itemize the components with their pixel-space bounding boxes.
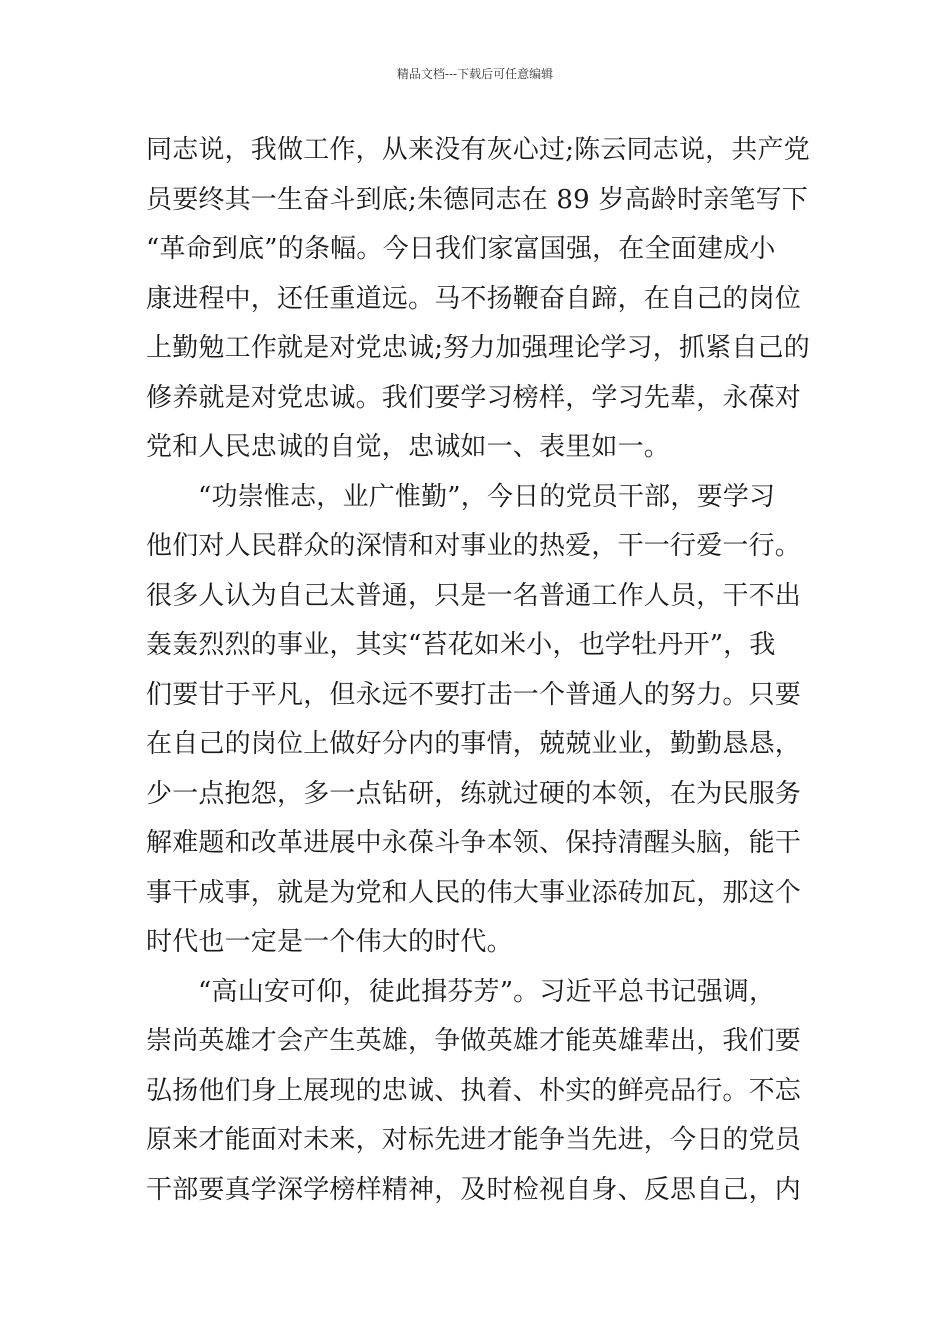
text-line: 们要甘于平凡，但永远不要打击一个普通人的努力。只要 (146, 679, 802, 710)
text-line: 时代也一定是一个伟大的时代。 (146, 927, 513, 957)
page-header: 精品文档---下载后可任意编辑 (396, 67, 554, 81)
text-line: “革命到底”的条幅。今日我们家富国强，在全面建成小 (146, 234, 776, 264)
text-line: 上勤勉工作就是对党忠诚;努力加强理论学习，抓紧自己的 (146, 333, 810, 363)
paragraph-first-line: “高山安可仰，徒此揖芬芳”。习近平总书记强调， (198, 976, 776, 1007)
text-line: 在自己的岗位上做好分内的事情，兢兢业业，勤勤恳恳， (146, 729, 802, 759)
paragraph-first-line: “功崇惟志，业广惟勤”，今日的党员干部，要学习 (198, 481, 776, 512)
text-line: 党和人民忠诚的自觉，忠诚如一、表里如一。 (146, 432, 671, 462)
text-line: 少一点抱怨，多一点钻研，练就过硬的本领，在为民服务 (146, 778, 802, 809)
text-line: 轰轰烈烈的事业，其实“苔花如米小，也学牡丹开”，我 (146, 630, 776, 660)
text-line: 原来才能面对未来，对标先进才能争当先进，今日的党员 (146, 1125, 802, 1155)
text-line: 干部要真学深学榜样精神，及时检视自身、反思自己，内 (146, 1174, 802, 1205)
text-line: 很多人认为自己太普通，只是一名普通工作人员，干不出 (146, 580, 802, 611)
text-line: 康进程中，还任重道远。马不扬鞭奋自蹄，在自己的岗位 (146, 283, 802, 314)
text-line: 他们对人民群众的深情和对事业的热爱，干一行爱一行。 (146, 531, 802, 561)
text-line: 同志说，我做工作，从来没有灰心过;陈云同志说，共产党 (146, 135, 810, 165)
text-line: 员要终其一生奋斗到底;朱德同志在 89 岁高龄时亲笔写下 (146, 184, 808, 215)
text-line: 事干成事，就是为党和人民的伟大事业添砖加瓦，那这个 (146, 877, 802, 908)
text-line: 弘扬他们身上展现的忠诚、执着、朴实的鲜亮品行。不忘 (146, 1075, 802, 1106)
text-line: 崇尚英雄才会产生英雄，争做英雄才能英雄辈出，我们要 (146, 1026, 802, 1056)
document-body (146, 126, 808, 1215)
text-line: 解难题和改革进展中永葆斗争本领、保持清醒头脑，能干 (146, 828, 802, 858)
text-line: 修养就是对党忠诚。我们要学习榜样，学习先辈，永葆对 (146, 382, 802, 413)
